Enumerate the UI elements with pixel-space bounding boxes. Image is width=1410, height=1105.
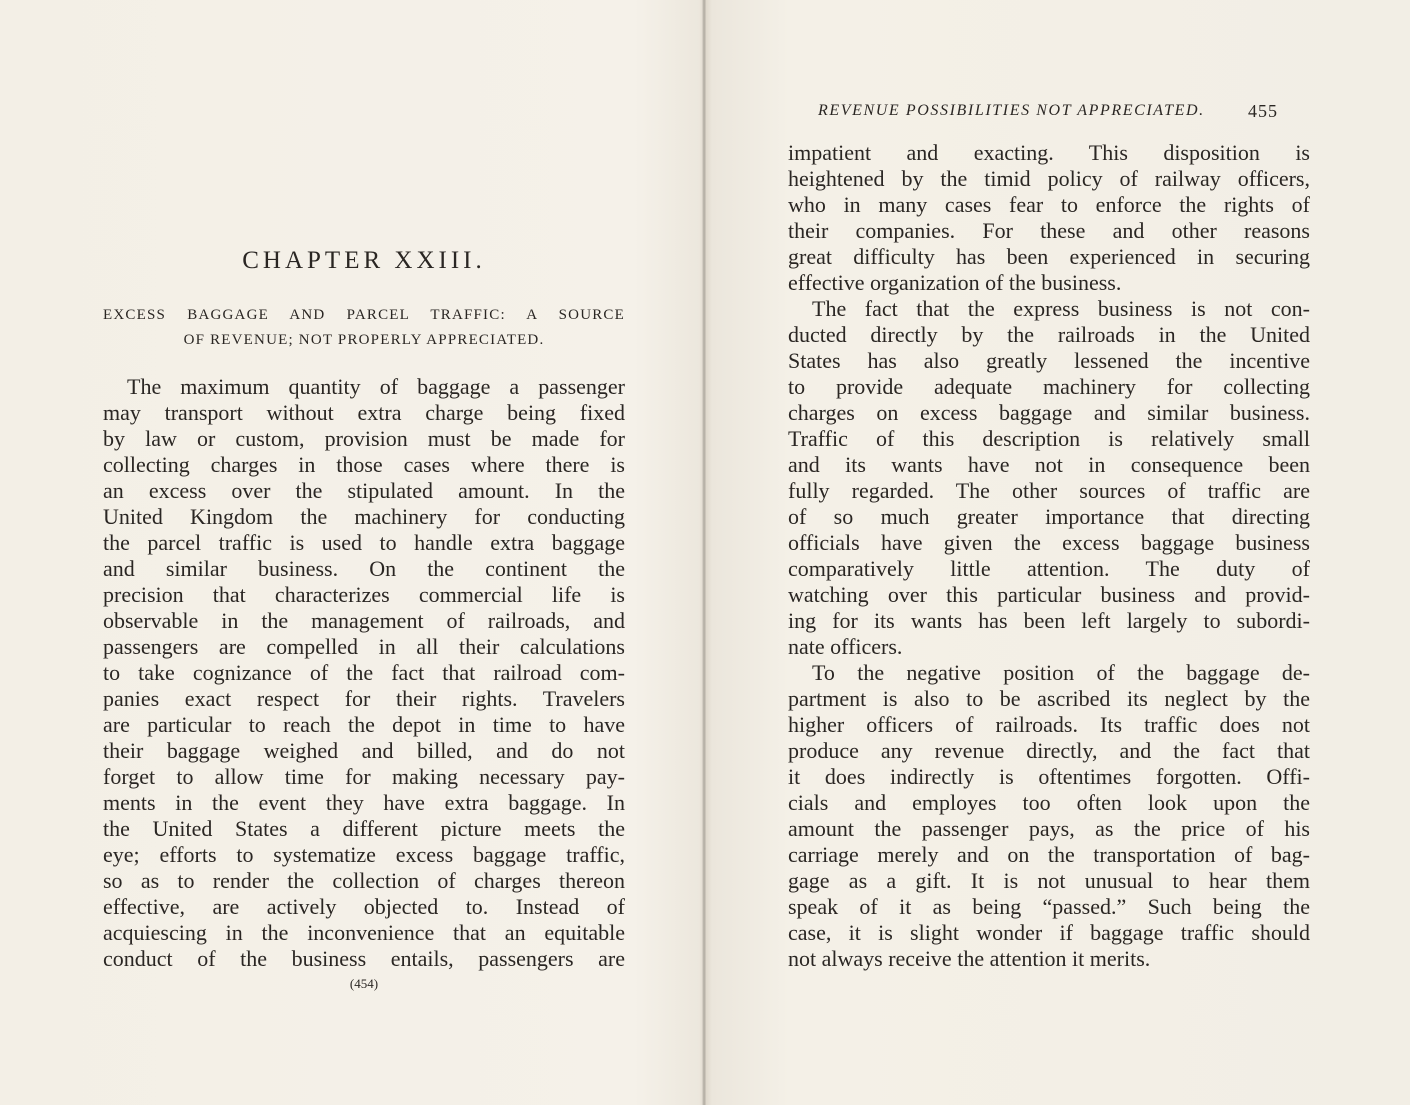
- text-line: ing for its wants has been left largely to subordi-: [788, 608, 1310, 633]
- text-line: and similar business. On the continent the: [103, 556, 625, 581]
- text-line: to take cognizance of the fact that railroad com-: [103, 660, 625, 685]
- text-line: partment is also to be ascribed its neglect by the: [788, 686, 1310, 711]
- text-line: fully regarded. The other sources of traffic are: [788, 478, 1310, 503]
- text-line: case, it is slight wonder if baggage traffic should: [788, 920, 1310, 945]
- text-line: higher officers of railroads. Its traffic does not: [788, 712, 1310, 737]
- text-line: The fact that the express business is not con-: [812, 296, 1310, 321]
- text-line: officials have given the excess baggage business: [788, 530, 1310, 555]
- text-line: impatient and exacting. This disposition is: [788, 140, 1310, 165]
- text-line: nate officers.: [788, 634, 903, 659]
- text-line: amount the passenger pays, as the price of his: [788, 816, 1310, 841]
- page-number: 455: [1248, 101, 1278, 121]
- text-line: passengers are compelled in all their calculations: [103, 634, 625, 659]
- text-line: collecting charges in those cases where there is: [103, 452, 625, 477]
- text-line: eye; efforts to systematize excess baggage traffic,: [103, 842, 625, 867]
- text-line: Traffic of this description is relatively small: [788, 426, 1310, 451]
- text-line: their baggage weighed and billed, and do not: [103, 738, 625, 763]
- text-line: forget to allow time for making necessary pay-: [103, 764, 625, 789]
- text-line: observable in the management of railroads, and: [103, 608, 625, 633]
- text-line: cials and employes too often look upon the: [788, 790, 1310, 815]
- text-line: who in many cases fear to enforce the rights of: [788, 192, 1310, 217]
- text-line: panies exact respect for their rights. Travelers: [103, 686, 625, 711]
- text-line: to provide adequate machinery for collecting: [788, 374, 1310, 399]
- subtitle-line: OF REVENUE; NOT PROPERLY APPRECIATED.: [183, 332, 545, 348]
- running-head: REVENUE POSSIBILITIES NOT APPRECIATED.: [818, 102, 1205, 119]
- text-line: conduct of the business entails, passengers are: [103, 946, 625, 971]
- chapter-subtitle: [103, 303, 625, 353]
- text-line: are particular to reach the depot in time to have: [103, 712, 625, 737]
- text-line: United Kingdom the machinery for conducting: [103, 504, 625, 529]
- right-body-text: [788, 140, 1310, 972]
- text-line: it does indirectly is oftentimes forgotten. Offi-: [788, 764, 1310, 789]
- text-line: ducted directly by the railroads in the United: [788, 322, 1310, 347]
- text-line: produce any revenue directly, and the fact that: [788, 738, 1310, 763]
- text-line: charges on excess baggage and similar business.: [788, 400, 1310, 425]
- text-line: may transport without extra charge being fixed: [103, 400, 625, 425]
- text-line: gage as a gift. It is not unusual to hear them: [788, 868, 1310, 893]
- subtitle-line: EXCESS BAGGAGE AND PARCEL TRAFFIC: A SOURCE: [103, 307, 625, 323]
- text-line: an excess over the stipulated amount. In the: [103, 478, 625, 503]
- text-line: effective, are actively objected to. Instead of: [103, 894, 625, 919]
- text-line: watching over this particular business and provid-: [788, 582, 1310, 607]
- text-line: by law or custom, provision must be made for: [103, 426, 625, 451]
- text-line: speak of it as being “passed.” Such being the: [788, 894, 1310, 919]
- text-line: The maximum quantity of baggage a passenger: [127, 374, 625, 399]
- text-line: effective organization of the business.: [788, 270, 1122, 295]
- text-line: the United States a different picture meets the: [103, 816, 625, 841]
- text-line: great difficulty has been experienced in securing: [788, 244, 1310, 269]
- text-line: carriage merely and on the transportation of bag-: [788, 842, 1310, 867]
- text-line: so as to render the collection of charges thereon: [103, 868, 625, 893]
- text-line: States has also greatly lessened the incentive: [788, 348, 1310, 373]
- text-line: To the negative position of the baggage de-: [812, 660, 1310, 685]
- text-line: of so much greater importance that directing: [788, 504, 1310, 529]
- text-line: and its wants have not in consequence been: [788, 452, 1310, 477]
- left-page: [0, 0, 702, 1105]
- text-line: the parcel traffic is used to handle extra baggage: [103, 530, 625, 555]
- text-line: comparatively little attention. The duty of: [788, 556, 1310, 581]
- text-line: ments in the event they have extra baggage. In: [103, 790, 625, 815]
- text-line: precision that characterizes commercial life is: [103, 582, 625, 607]
- page-folio: (454): [349, 976, 379, 991]
- text-line: not always receive the attention it merits.: [788, 946, 1151, 971]
- text-line: acquiescing in the inconvenience that an equitable: [103, 920, 625, 945]
- text-line: heightened by the timid policy of railway officers,: [788, 166, 1310, 191]
- text-line: their companies. For these and other reasons: [788, 218, 1310, 243]
- right-page: [706, 0, 1410, 1105]
- chapter-title: CHAPTER XXIII.: [242, 247, 486, 274]
- left-body-text: [103, 374, 625, 972]
